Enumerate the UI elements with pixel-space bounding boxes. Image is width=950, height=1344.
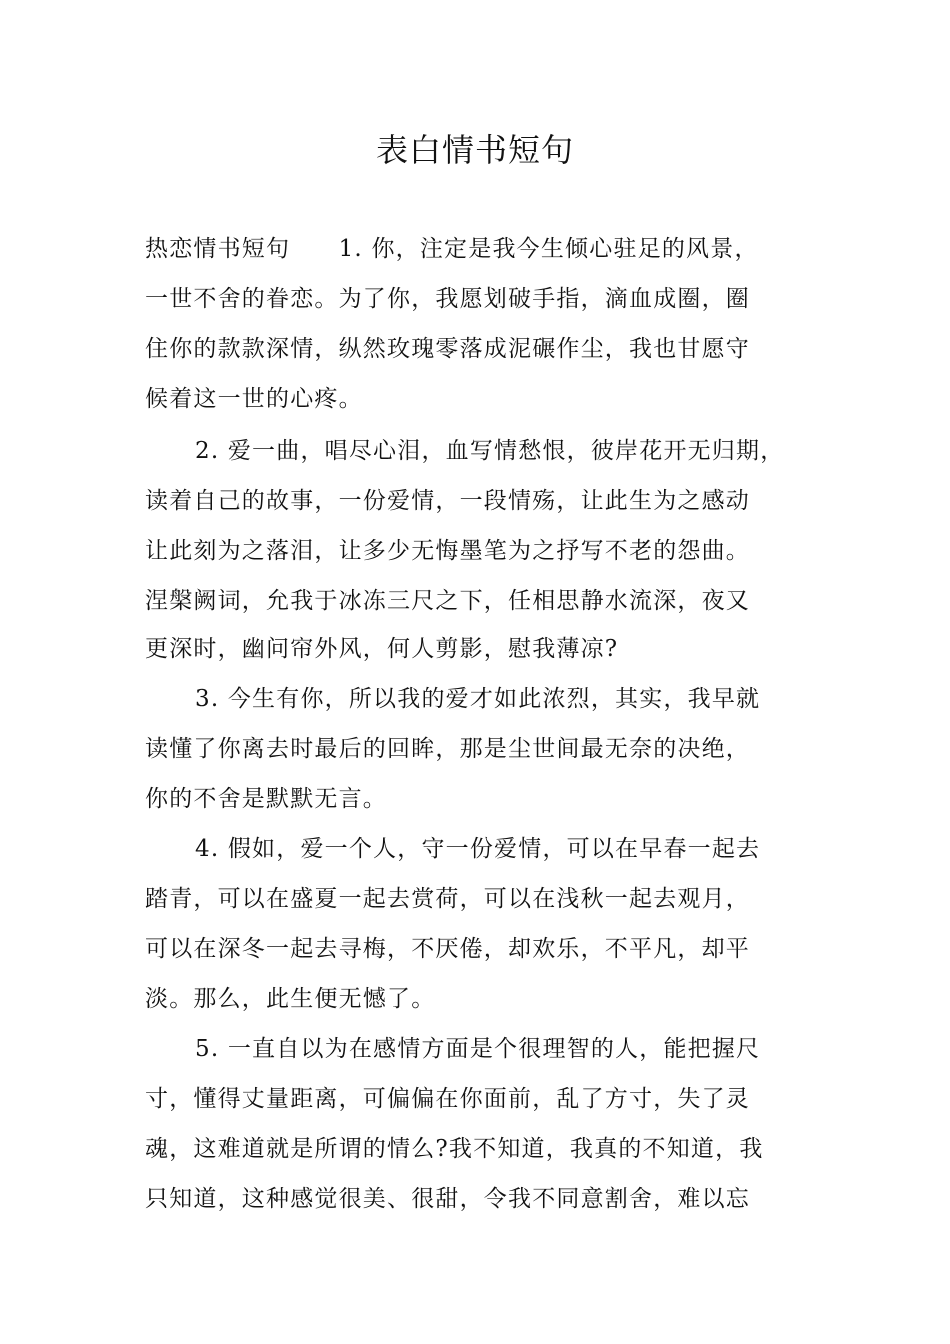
text-line: 读着自己的故事，一份爱情，一段情殇，让此生为之感动 xyxy=(145,488,750,514)
text-line: 淡。那么，此生便无憾了。 xyxy=(145,986,436,1012)
document-title: 表白情书短句 xyxy=(375,131,574,169)
text-line: 3. 今生有你，所以我的爱才如此浓烈，其实，我早就 xyxy=(195,686,761,712)
text-line: 一世不舍的眷恋。为了你，我愿划破手指，滴血成圈，圈 xyxy=(145,286,750,312)
text-line: 更深时，幽问帘外风，何人剪影，慰我薄凉? xyxy=(145,636,619,662)
text-line: 2. 爱一曲，唱尽心泪，血写情愁恨，彼岸花开无归期， xyxy=(195,438,785,464)
text-line: 涅槃阙词，允我于冰冻三尺之下，任相思静水流深，夜又 xyxy=(145,588,750,614)
text-line: 5. 一直自以为在感情方面是个很理智的人，能把握尺 xyxy=(195,1036,761,1062)
text-line: 让此刻为之落泪，让多少无悔墨笔为之抒写不老的怨曲。 xyxy=(145,538,750,564)
text-line: 可以在深冬一起去寻梅，不厌倦，却欢乐，不平凡，却平 xyxy=(145,936,750,962)
text-line: 只知道，这种感觉很美、很甜，令我不同意割舍，难以忘 xyxy=(145,1186,750,1212)
text-line: 寸，懂得丈量距离，可偏偏在你面前，乱了方寸，失了灵 xyxy=(145,1086,750,1112)
text-line: 踏青，可以在盛夏一起去赏荷，可以在浅秋一起去观月， xyxy=(145,886,750,912)
text-line: 你的不舍是默默无言。 xyxy=(145,786,387,812)
text-line: 魂，这难道就是所谓的情么?我不知道，我真的不知道，我 xyxy=(145,1136,764,1162)
text-line: 4. 假如，爱一个人，守一份爱情，可以在早春一起去 xyxy=(195,836,761,862)
text-line: 住你的款款深情，纵然玫瑰零落成泥碾作尘，我也甘愿守 xyxy=(145,336,750,362)
text-line: 读懂了你离去时最后的回眸，那是尘世间最无奈的决绝， xyxy=(145,736,750,762)
text-line: 候着这一世的心疼。 xyxy=(145,386,363,412)
text-line: 热恋情书短句 1. 你，注定是我今生倾心驻足的风景， xyxy=(145,236,759,262)
